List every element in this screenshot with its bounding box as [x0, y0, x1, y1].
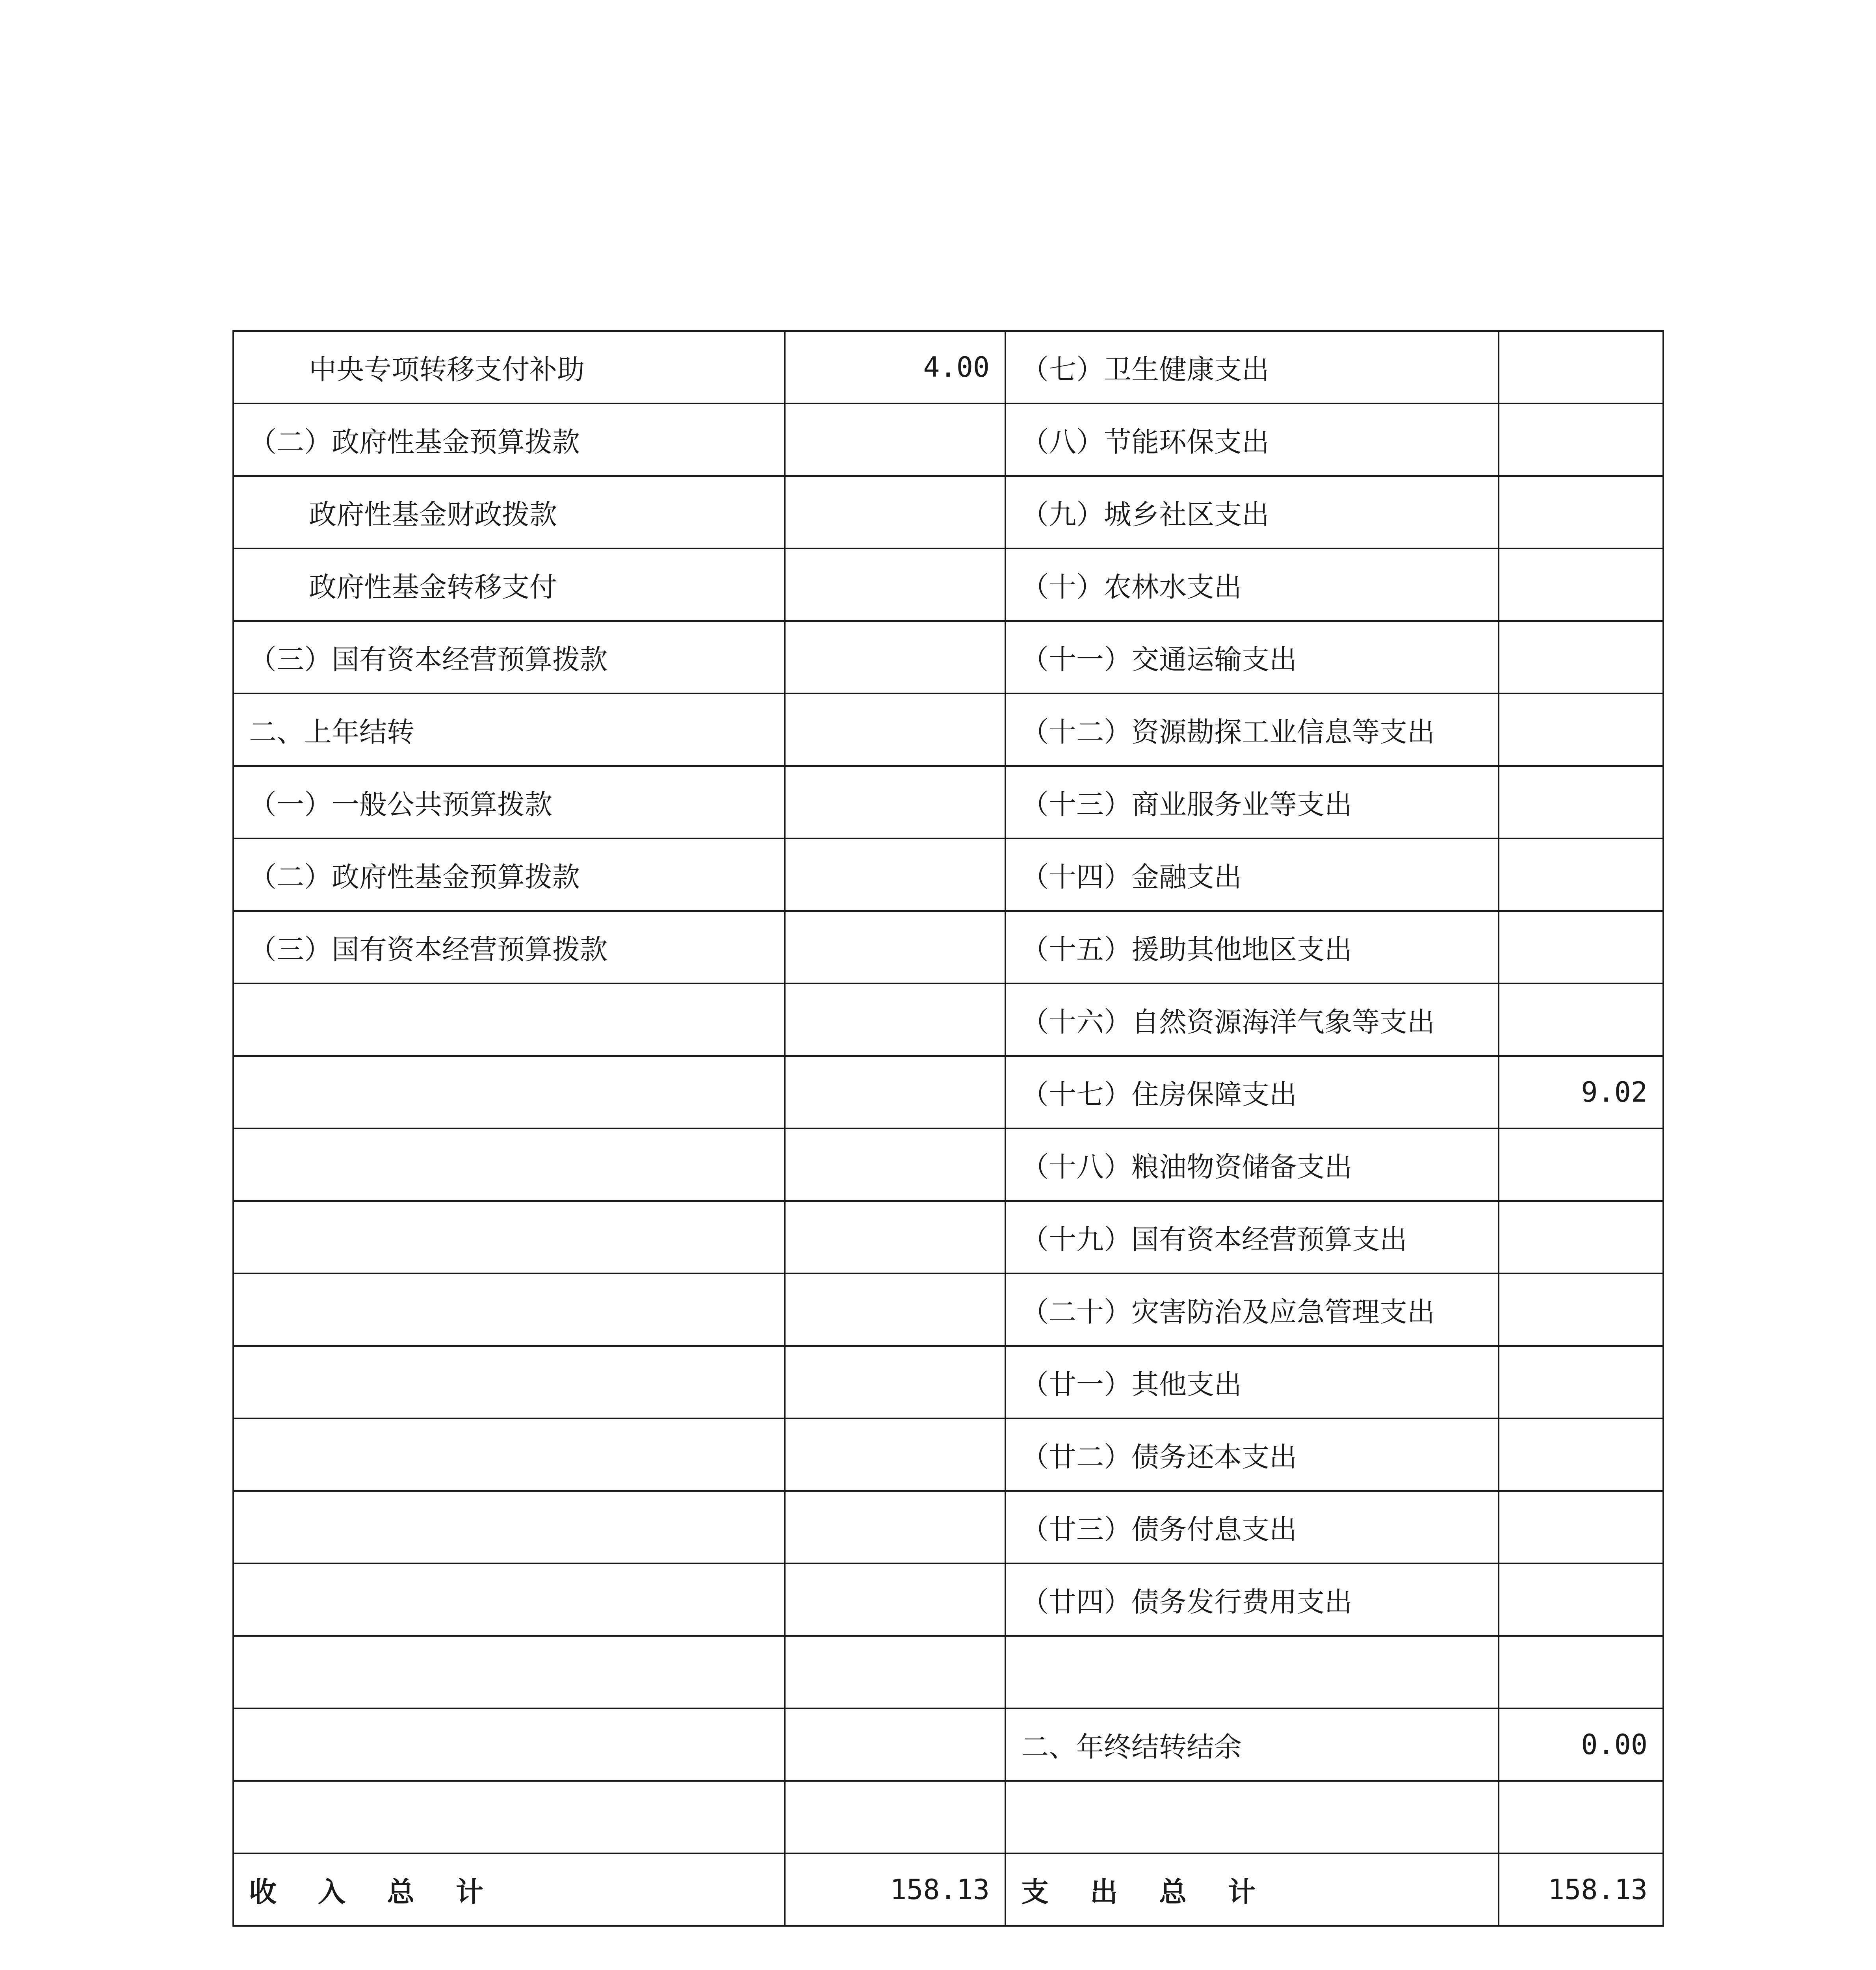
- income-item-cell: [233, 983, 785, 1056]
- income-amount-cell: [785, 1781, 1005, 1853]
- budget-summary-body: [233, 331, 1663, 1926]
- expense-item-cell: （十九）国有资本经营预算支出: [1005, 1201, 1499, 1273]
- expense-amount-cell: [1499, 1491, 1663, 1563]
- income-amount-cell: [785, 1346, 1005, 1418]
- income-amount-cell: [785, 911, 1005, 983]
- income-amount-cell: [785, 548, 1005, 621]
- expense-item-cell: （十六）自然资源海洋气象等支出: [1005, 983, 1499, 1056]
- expense-item-cell: [1005, 1781, 1499, 1853]
- income-item-cell: 政府性基金财政拨款: [233, 476, 785, 548]
- income-amount-cell: [785, 766, 1005, 838]
- expense-item-cell: （十四）金融支出: [1005, 838, 1499, 911]
- expense-amount-cell: [1499, 331, 1663, 403]
- expense-amount-cell: [1499, 621, 1663, 693]
- table-row: [233, 1491, 1663, 1563]
- expense-item-cell: （十五）援助其他地区支出: [1005, 911, 1499, 983]
- expense-item-cell: （九）城乡社区支出: [1005, 476, 1499, 548]
- income-item-cell: 二、上年结转: [233, 693, 785, 766]
- expense-item-cell: （十八）粮油物资储备支出: [1005, 1128, 1499, 1201]
- income-amount-cell: [785, 693, 1005, 766]
- income-item-cell: [233, 1708, 785, 1781]
- expense-total-label: 支出总计: [1005, 1853, 1499, 1926]
- expense-amount-cell: [1499, 476, 1663, 548]
- income-amount-cell: [785, 1128, 1005, 1201]
- expense-amount-cell: [1499, 548, 1663, 621]
- income-item-cell: [233, 1201, 785, 1273]
- table-row: [233, 911, 1663, 983]
- table-row: [233, 476, 1663, 548]
- expense-amount-cell: 9.02: [1499, 1056, 1663, 1128]
- table-row: [233, 1418, 1663, 1491]
- income-item-cell: [233, 1056, 785, 1128]
- expense-item-cell: （十一）交通运输支出: [1005, 621, 1499, 693]
- income-item-cell: （二）政府性基金预算拨款: [233, 838, 785, 911]
- expense-amount-cell: [1499, 983, 1663, 1056]
- income-amount-cell: [785, 1056, 1005, 1128]
- totals-row: [233, 1853, 1663, 1926]
- expense-item-cell: （十）农林水支出: [1005, 548, 1499, 621]
- expense-item-cell: （七）卫生健康支出: [1005, 331, 1499, 403]
- expense-item-cell: （十七）住房保障支出: [1005, 1056, 1499, 1128]
- table-row: [233, 838, 1663, 911]
- expense-amount-cell: [1499, 766, 1663, 838]
- income-total-amount: 158.13: [785, 1853, 1005, 1926]
- expense-amount-cell: [1499, 1781, 1663, 1853]
- income-item-cell: 中央专项转移支付补助: [233, 331, 785, 403]
- expense-amount-cell: [1499, 1346, 1663, 1418]
- expense-amount-cell: [1499, 1418, 1663, 1491]
- expense-item-cell: （廿一）其他支出: [1005, 1346, 1499, 1418]
- income-item-cell: （三）国有资本经营预算拨款: [233, 621, 785, 693]
- income-item-cell: [233, 1491, 785, 1563]
- expense-amount-cell: [1499, 1563, 1663, 1636]
- income-item-cell: [233, 1418, 785, 1491]
- table-row: [233, 403, 1663, 476]
- table-row: [233, 1781, 1663, 1853]
- income-item-cell: [233, 1636, 785, 1708]
- expense-amount-cell: [1499, 838, 1663, 911]
- expense-amount-cell: 0.00: [1499, 1708, 1663, 1781]
- expense-item-cell: （十三）商业服务业等支出: [1005, 766, 1499, 838]
- expense-item-cell: （廿三）债务付息支出: [1005, 1491, 1499, 1563]
- table-row: [233, 1708, 1663, 1781]
- income-amount-cell: [785, 1201, 1005, 1273]
- table-row: [233, 1273, 1663, 1346]
- income-amount-cell: [785, 1708, 1005, 1781]
- budget-summary-table: [232, 330, 1664, 1927]
- expense-item-cell: （八）节能环保支出: [1005, 403, 1499, 476]
- expense-item-cell: [1005, 1636, 1499, 1708]
- income-amount-cell: 4.00: [785, 331, 1005, 403]
- income-amount-cell: [785, 621, 1005, 693]
- expense-item-cell: （廿四）债务发行费用支出: [1005, 1563, 1499, 1636]
- income-item-cell: 政府性基金转移支付: [233, 548, 785, 621]
- income-amount-cell: [785, 476, 1005, 548]
- income-item-cell: [233, 1346, 785, 1418]
- income-item-cell: [233, 1128, 785, 1201]
- income-item-cell: [233, 1563, 785, 1636]
- expense-amount-cell: [1499, 693, 1663, 766]
- table-row: [233, 1201, 1663, 1273]
- income-amount-cell: [785, 1273, 1005, 1346]
- table-row: [233, 693, 1663, 766]
- income-item-cell: [233, 1781, 785, 1853]
- expense-item-cell: （十二）资源勘探工业信息等支出: [1005, 693, 1499, 766]
- table-row: [233, 621, 1663, 693]
- income-amount-cell: [785, 1563, 1005, 1636]
- table-row: [233, 766, 1663, 838]
- table-row: [233, 1056, 1663, 1128]
- expense-amount-cell: [1499, 1273, 1663, 1346]
- expense-item-cell: （廿二）债务还本支出: [1005, 1418, 1499, 1491]
- table-row: [233, 548, 1663, 621]
- income-total-label: 收入总计: [233, 1853, 785, 1926]
- table-row: [233, 331, 1663, 403]
- income-amount-cell: [785, 1418, 1005, 1491]
- income-amount-cell: [785, 983, 1005, 1056]
- income-item-cell: （三）国有资本经营预算拨款: [233, 911, 785, 983]
- expense-amount-cell: [1499, 1128, 1663, 1201]
- income-item-cell: [233, 1273, 785, 1346]
- table-row: [233, 983, 1663, 1056]
- expense-amount-cell: [1499, 403, 1663, 476]
- expense-amount-cell: [1499, 911, 1663, 983]
- expense-total-amount: 158.13: [1499, 1853, 1663, 1926]
- table-row: [233, 1636, 1663, 1708]
- table-row: [233, 1128, 1663, 1201]
- income-item-cell: （一）一般公共预算拨款: [233, 766, 785, 838]
- income-amount-cell: [785, 838, 1005, 911]
- income-amount-cell: [785, 1491, 1005, 1563]
- expense-item-cell: 二、年终结转结余: [1005, 1708, 1499, 1781]
- income-item-cell: （二）政府性基金预算拨款: [233, 403, 785, 476]
- expense-amount-cell: [1499, 1201, 1663, 1273]
- income-amount-cell: [785, 1636, 1005, 1708]
- table-row: [233, 1563, 1663, 1636]
- expense-item-cell: （二十）灾害防治及应急管理支出: [1005, 1273, 1499, 1346]
- expense-amount-cell: [1499, 1636, 1663, 1708]
- table-row: [233, 1346, 1663, 1418]
- income-amount-cell: [785, 403, 1005, 476]
